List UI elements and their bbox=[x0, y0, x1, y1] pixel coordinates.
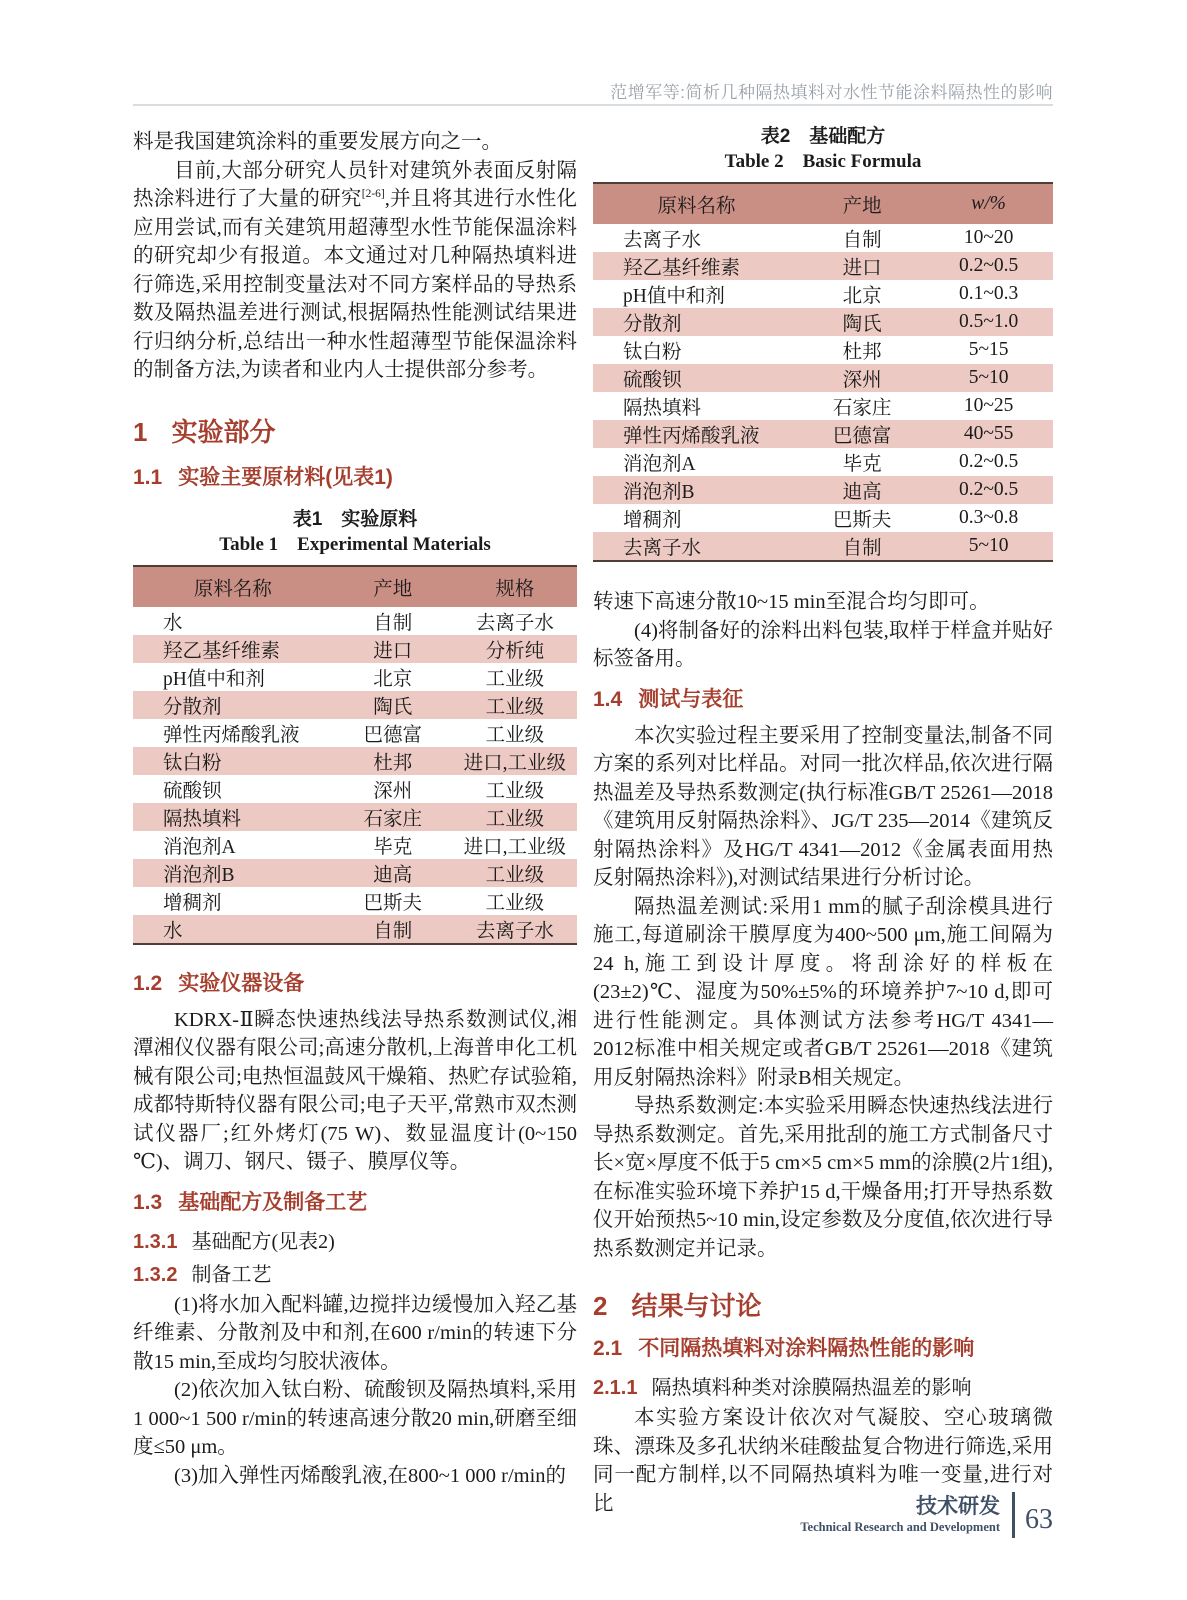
section-title: 基础配方(见表2) bbox=[191, 1230, 335, 1253]
header-rule bbox=[133, 104, 1053, 106]
column-header: 产地 bbox=[333, 566, 453, 607]
table-title: 实验原料 bbox=[341, 508, 418, 530]
table-cell: 硫酸钡 bbox=[163, 780, 222, 802]
section-number: 1.4 bbox=[593, 687, 623, 711]
section-heading-1-4 bbox=[593, 683, 1053, 713]
table1-caption-zh bbox=[133, 507, 577, 532]
table-cell: 消泡剂A bbox=[623, 454, 696, 475]
paragraph-equipment: KDRX-Ⅱ瞬态快速热线法导热系数测试仪,湘潭湘仪仪器有限公司;高速分散机,上海普申化工机械有限公司;电热恒温鼓风干燥箱、热贮存试验箱,成都特斯特仪器有限公司;电子天平,常熟市双杰测试仪器厂;红外烤灯(75 W)、数显温度计(0~150 ℃)、调刀、钢尺、镊子、膜厚仪等。 bbox=[133, 1008, 577, 1173]
table-cell: 工业级 bbox=[485, 892, 545, 914]
table-cell: 毕克 bbox=[373, 836, 413, 858]
table-cell: 弹性丙烯酸乳液 bbox=[163, 724, 300, 746]
table-cell: pH值中和剂 bbox=[623, 286, 725, 307]
paragraph-step-2: (2)依次加入钛白粉、硫酸钡及隔热填料,采用1 000~1 500 r/min的转速高速分散20 min,研磨至细度≤50 μm。 bbox=[133, 1379, 577, 1458]
table-cell: 40~55 bbox=[963, 423, 1014, 444]
section-number: 1 bbox=[133, 416, 148, 447]
table-row bbox=[133, 691, 577, 719]
table-row bbox=[593, 364, 1053, 392]
table-row bbox=[133, 775, 577, 803]
footer-section-labels bbox=[800, 1495, 1000, 1535]
table-cell: 0.1~0.3 bbox=[958, 283, 1019, 304]
table2-caption-en bbox=[593, 149, 1053, 174]
table-cell: 毕克 bbox=[842, 454, 882, 475]
section-number: 1.3.1 bbox=[133, 1230, 178, 1253]
section-title: 制备工艺 bbox=[191, 1263, 272, 1286]
paragraph-filler-screening: 本实验方案设计依次对气凝胶、空心玻璃微珠、漂珠及多孔状纳米硅酸盐复合物进行筛选,采用同一配方制样,以不同隔热填料为唯一变量,进行对比 bbox=[593, 1407, 1053, 1515]
table-cell: 自制 bbox=[842, 230, 882, 251]
table1-caption bbox=[133, 507, 577, 557]
table-cell: 深州 bbox=[373, 780, 413, 802]
table-row bbox=[593, 476, 1053, 504]
table-cell: 分散剂 bbox=[623, 314, 682, 335]
table-cell: 5~10 bbox=[968, 535, 1009, 556]
table-cell: 消泡剂B bbox=[623, 482, 695, 503]
table-cell: 隔热填料 bbox=[163, 808, 242, 830]
section-heading-2-1-1 bbox=[593, 1371, 1053, 1400]
column-header: 原料名称 bbox=[593, 183, 800, 224]
table-cell: 5~10 bbox=[968, 367, 1009, 388]
paragraph-step-4: (4)将制备好的涂料出料包装,取样于样盒并贴好标签备用。 bbox=[593, 619, 1053, 670]
footer-divider bbox=[1012, 1492, 1015, 1538]
table-row bbox=[133, 887, 577, 915]
table-row bbox=[593, 308, 1053, 336]
table-cell: 消泡剂A bbox=[163, 836, 236, 858]
table-cell: 进口,工业级 bbox=[463, 836, 567, 858]
table-row bbox=[593, 252, 1053, 280]
column-header: 产地 bbox=[800, 183, 924, 224]
section-number: 1.3.2 bbox=[133, 1263, 178, 1286]
left-column bbox=[133, 128, 577, 1518]
table-row bbox=[133, 663, 577, 691]
table-header-row bbox=[133, 566, 577, 607]
table1-block bbox=[133, 507, 577, 945]
section-number: 1.3 bbox=[133, 1190, 163, 1214]
table-cell: 石家庄 bbox=[363, 808, 422, 830]
table-cell: pH值中和剂 bbox=[163, 668, 265, 690]
paragraph-continuation: 料是我国建筑涂料的重要发展方向之一。 bbox=[133, 131, 502, 153]
table-cell: 工业级 bbox=[485, 696, 545, 718]
table-cell: 北京 bbox=[842, 286, 882, 307]
table-label: Table 2 bbox=[724, 151, 784, 172]
table2-body bbox=[593, 224, 1053, 561]
table-cell: 0.2~0.5 bbox=[958, 255, 1019, 276]
table-row bbox=[593, 280, 1053, 308]
table-cell: 羟乙基纤维素 bbox=[623, 258, 741, 279]
page-number: 63 bbox=[1025, 1504, 1053, 1535]
right-column bbox=[593, 128, 1053, 1518]
section-heading-1 bbox=[133, 412, 577, 449]
table-row bbox=[133, 859, 577, 887]
table-cell: 隔热填料 bbox=[623, 398, 702, 419]
table-cell: 自制 bbox=[842, 538, 882, 559]
table-cell: 分散剂 bbox=[163, 696, 222, 718]
table-row bbox=[133, 607, 577, 635]
table-cell: 巴斯夫 bbox=[832, 510, 892, 531]
paragraph-temp-diff-test: 隔热温差测试:采用1 mm的腻子刮涂模具进行施工,每道刷涂干膜厚度为400~500 μm,施工间隔为24 h,施工到设计厚度。将刮涂好的样板在(23±2)℃、湿度为50%±5%的环境养护7~10 d,即可进行性能测定。具体测试方法参考HG/T 4341—2012标准中相关规定或者GB/T 25261—2018《建筑用反射隔热涂料》附录B相关规定。 bbox=[593, 895, 1053, 1089]
table-cell: 水 bbox=[163, 612, 183, 634]
table-cell: 杜邦 bbox=[373, 752, 413, 774]
table-row bbox=[133, 719, 577, 747]
table-header-row bbox=[593, 183, 1053, 224]
table1 bbox=[133, 565, 577, 945]
table-label: 表2 bbox=[760, 126, 791, 147]
table-label: 表1 bbox=[292, 508, 323, 530]
table-cell: 10~20 bbox=[963, 227, 1014, 248]
section-number: 1.1 bbox=[133, 465, 163, 489]
table-cell: 进口 bbox=[842, 258, 882, 279]
table-label: Table 1 bbox=[219, 533, 279, 555]
section-number: 1.2 bbox=[133, 971, 163, 995]
footer-section-zh: 技术研发 bbox=[916, 1495, 1000, 1518]
table-row bbox=[593, 336, 1053, 364]
table-cell: 石家庄 bbox=[832, 398, 892, 419]
section-heading-1-3 bbox=[133, 1186, 577, 1216]
table-row bbox=[133, 803, 577, 831]
table-cell: 北京 bbox=[373, 668, 413, 690]
paragraph-intro bbox=[133, 157, 577, 385]
table1-caption-en bbox=[133, 532, 577, 557]
paragraph-text: ,并且将其进行水性化应用尝试,而有关建筑用超薄型水性节能保温涂料的研究却少有报道。本文通过对几种隔热填料进行筛选,采用控制变量法对不同方案样品的导热系数及隔热温差进行测试,根据隔热性能测试结果进行归纳分析,总结出一种水性超薄型节能保温涂料的制备方法,为读者和业内人士提供部分参考。 bbox=[133, 188, 578, 381]
table-row bbox=[593, 532, 1053, 561]
table-cell: 进口,工业级 bbox=[463, 752, 567, 774]
section-heading-1-1 bbox=[133, 461, 577, 491]
table-cell: 弹性丙烯酸乳液 bbox=[623, 426, 760, 447]
section-title: 结果与讨论 bbox=[631, 1291, 762, 1321]
paragraph-continuation: 转速下高速分散10~15 min至混合均匀即可。 bbox=[593, 591, 990, 613]
table-cell: 去离子水 bbox=[623, 230, 702, 251]
table-title: Experimental Materials bbox=[297, 533, 491, 555]
table-cell: 去离子水 bbox=[623, 538, 702, 559]
section-number: 2.1 bbox=[593, 1337, 623, 1360]
table-cell: 0.2~0.5 bbox=[958, 479, 1019, 500]
section-number: 2 bbox=[593, 1291, 608, 1321]
table-cell: 自制 bbox=[373, 920, 413, 942]
table-cell: 巴德富 bbox=[832, 426, 892, 447]
citation-ref: [2-6] bbox=[361, 188, 385, 201]
table-cell: 硫酸钡 bbox=[623, 370, 682, 391]
table-cell: 5~15 bbox=[968, 339, 1009, 360]
table-row bbox=[593, 448, 1053, 476]
table-row bbox=[133, 915, 577, 944]
section-title: 隔热填料种类对涂膜隔热温差的影响 bbox=[651, 1377, 972, 1399]
table-row bbox=[593, 392, 1053, 420]
table-cell: 进口 bbox=[373, 640, 413, 662]
table-cell: 水 bbox=[163, 920, 183, 942]
section-heading-2-1 bbox=[593, 1332, 1053, 1362]
table-cell: 增稠剂 bbox=[163, 892, 222, 914]
section-number: 2.1.1 bbox=[593, 1377, 638, 1399]
paragraph-text: 目前,大部分研究人员针对建筑外表面反射隔热涂料进行了大量的研究 bbox=[133, 159, 577, 210]
table-cell: 巴斯夫 bbox=[363, 892, 422, 914]
section-title: 测试与表征 bbox=[638, 687, 744, 711]
section-title: 基础配方及制备工艺 bbox=[178, 1190, 368, 1214]
section-heading-1-3-2 bbox=[133, 1258, 577, 1287]
table-cell: 迪高 bbox=[842, 482, 882, 503]
table-row bbox=[593, 504, 1053, 532]
section-title: 实验部分 bbox=[171, 416, 276, 447]
table-cell: 工业级 bbox=[485, 724, 545, 746]
content-columns bbox=[133, 128, 1053, 1518]
table-cell: 陶氏 bbox=[842, 314, 882, 335]
table2-block bbox=[593, 124, 1053, 562]
section-title: 实验主要原材料(见表1) bbox=[178, 465, 393, 489]
section-title: 不同隔热填料对涂料隔热性能的影响 bbox=[638, 1337, 975, 1360]
table-cell: 增稠剂 bbox=[623, 510, 682, 531]
table-cell: 去离子水 bbox=[475, 612, 554, 634]
table-cell: 0.5~1.0 bbox=[958, 311, 1019, 332]
paragraph-step-1: (1)将水加入配料罐,边搅拌边缓慢加入羟乙基纤维素、分散剂及中和剂,在600 r/min的转速下分散15 min,至成均匀胶状液体。 bbox=[133, 1293, 577, 1373]
table-cell: 钛白粉 bbox=[623, 342, 682, 363]
table-cell: 羟乙基纤维素 bbox=[163, 640, 281, 662]
paragraph-step-3: (3)加入弹性丙烯酸乳液,在800~1 000 r/min的 bbox=[174, 1464, 567, 1487]
table-cell: 工业级 bbox=[485, 668, 545, 690]
table-cell: 10~25 bbox=[963, 395, 1014, 416]
table-cell: 分析纯 bbox=[485, 640, 545, 662]
table2-caption-zh bbox=[593, 124, 1053, 149]
table-title: 基础配方 bbox=[809, 126, 886, 147]
column-header: 规格 bbox=[453, 566, 577, 607]
table-row bbox=[133, 635, 577, 663]
running-title: 范增军等:简析几种隔热填料对水性节能涂料隔热性的影响 bbox=[610, 83, 1053, 102]
table-cell: 去离子水 bbox=[475, 920, 554, 942]
table-cell: 巴德富 bbox=[363, 724, 422, 746]
table-cell: 深州 bbox=[842, 370, 882, 391]
table-row bbox=[593, 420, 1053, 448]
column-header: w/% bbox=[924, 183, 1053, 224]
footer-section-en: Technical Research and Development bbox=[800, 1520, 1000, 1534]
paragraph-conductivity-test: 导热系数测定:本实验采用瞬态快速热线法进行导热系数测定。首先,采用批刮的施工方式制备尺寸长×宽×厚度不低于5 cm×5 cm×5 mm的涂膜(2片1组),在标准实验环境下养护15 d,干燥备用;打开导热系数仪开始预热5~10 min,设定参数及分度值,依次进行导热系数测定并记录。 bbox=[593, 1095, 1053, 1260]
page-footer bbox=[800, 1492, 1053, 1538]
table-cell: 陶氏 bbox=[373, 696, 413, 718]
table-cell: 工业级 bbox=[485, 780, 545, 802]
table-cell: 0.2~0.5 bbox=[958, 451, 1019, 472]
section-heading-1-3-1 bbox=[133, 1225, 577, 1254]
table-cell: 工业级 bbox=[485, 808, 545, 830]
table-cell: 杜邦 bbox=[842, 342, 882, 363]
table-cell: 迪高 bbox=[373, 864, 413, 886]
column-header: 原料名称 bbox=[133, 566, 333, 607]
table-title: Basic Formula bbox=[802, 151, 922, 172]
table-cell: 自制 bbox=[373, 612, 413, 634]
running-head bbox=[133, 78, 1053, 103]
table2-caption bbox=[593, 124, 1053, 174]
table-cell: 钛白粉 bbox=[163, 752, 222, 774]
table-cell: 工业级 bbox=[485, 864, 545, 886]
section-heading-1-2 bbox=[133, 967, 577, 997]
table2 bbox=[593, 182, 1053, 562]
table-row bbox=[133, 747, 577, 775]
paragraph-testing: 本次实验过程主要采用了控制变量法,制备不同方案的系列对比样品。对同一批次样品,依次进行隔热温差及导热系数测定(执行标准GB/T 25261—2018《建筑用反射隔热涂料》、JG/T 235—2014《建筑反射隔热涂料》及HG/T 4341—2012《金属表面用热反射隔热涂料》),对测试结果进行分析讨论。 bbox=[593, 724, 1053, 889]
table1-body bbox=[133, 607, 577, 944]
table-cell: 0.3~0.8 bbox=[958, 507, 1019, 528]
table-row bbox=[593, 224, 1053, 252]
section-heading-2 bbox=[593, 1286, 1053, 1323]
table-row bbox=[133, 831, 577, 859]
section-title: 实验仪器设备 bbox=[178, 971, 305, 995]
table-cell: 消泡剂B bbox=[163, 864, 235, 886]
